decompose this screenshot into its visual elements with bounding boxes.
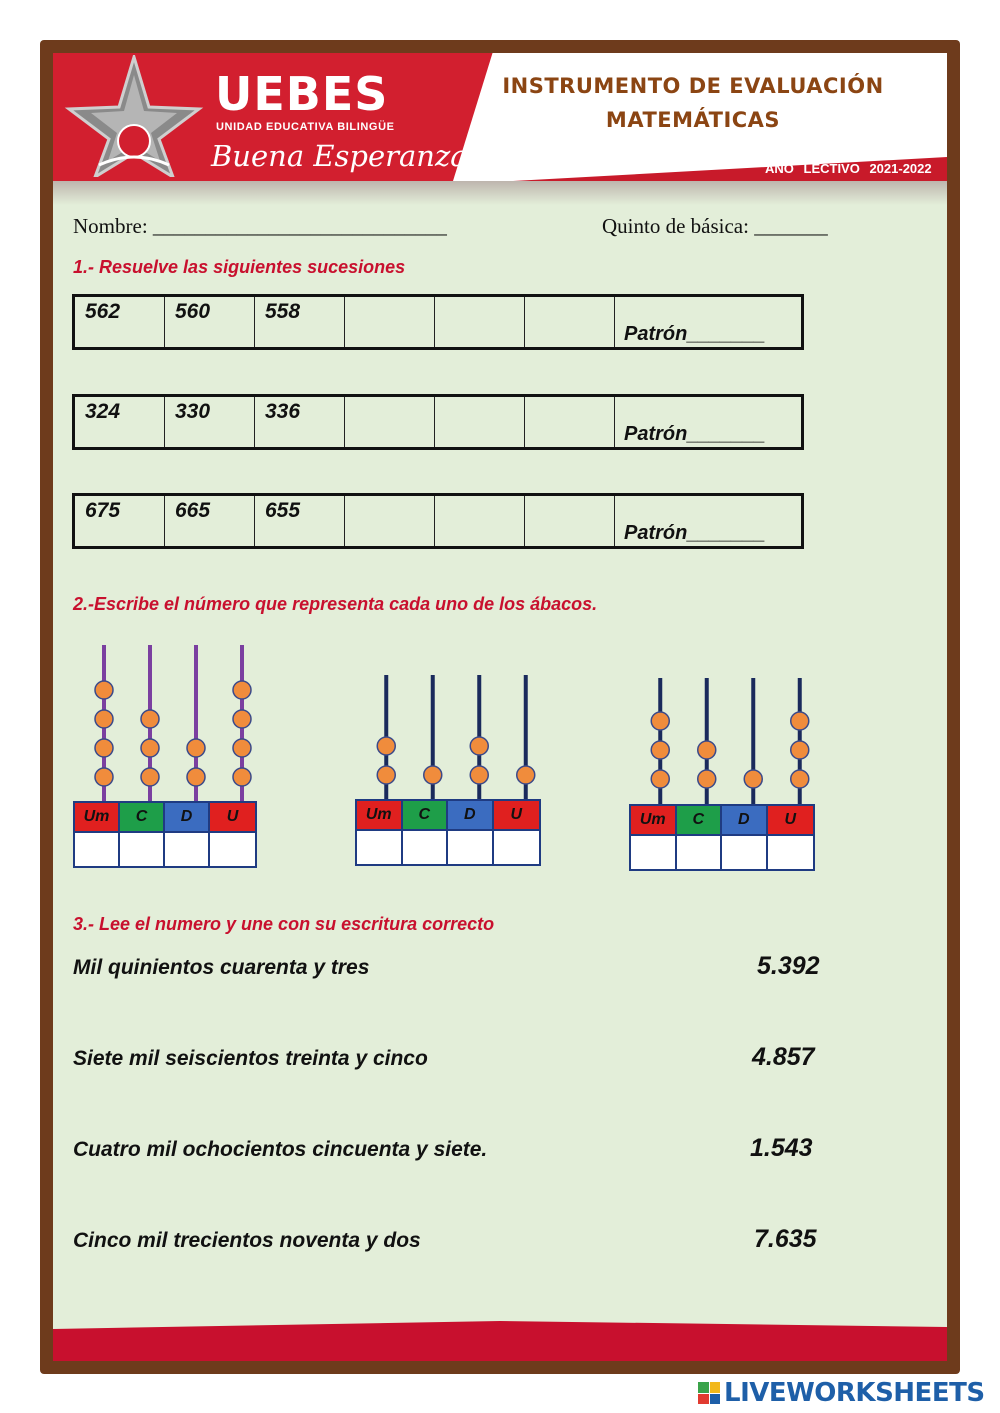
number-phrase[interactable]: Cuatro mil ochocientos cincuenta y siete. [73, 1138, 488, 1161]
abacus-rods [73, 643, 257, 805]
name-field[interactable]: Nombre: ____________________________ [73, 214, 447, 238]
abacus-bead [141, 739, 159, 757]
abacus-answer-cell[interactable] [494, 831, 540, 864]
liveworksheets-watermark [698, 1378, 985, 1408]
abacus-label: D [165, 803, 210, 833]
section3-heading: 3.- Lee el numero y une con su escritura correcto [73, 914, 495, 934]
sequence-cell [255, 397, 345, 447]
abacus-bead [791, 712, 809, 730]
abacus-table [629, 804, 815, 871]
sequence-answer-cell[interactable] [435, 496, 525, 546]
sequence-row [72, 394, 804, 450]
sequence-value: 655 [265, 499, 301, 522]
abacus [73, 643, 257, 871]
abacus-answer-cell[interactable] [357, 831, 403, 864]
sequence-cell [165, 297, 255, 347]
abacus-bead [187, 768, 205, 786]
pattern-cell[interactable] [615, 496, 801, 546]
sequence-answer-cell[interactable] [525, 397, 615, 447]
abacus-answer-cell[interactable] [403, 831, 449, 864]
abacus-bead [377, 737, 395, 755]
sequence-answer-cell[interactable] [525, 496, 615, 546]
section2-heading: 2.-Escribe el número que representa cada uno de los ábacos. [73, 594, 598, 614]
sequence-answer-cell[interactable] [345, 297, 435, 347]
sequence-cell [255, 297, 345, 347]
abacus-bead [517, 766, 535, 784]
abacus-label: Um [631, 806, 677, 836]
abacus-rods [355, 673, 541, 803]
abacus-answer-cell[interactable] [120, 833, 165, 866]
pattern-cell[interactable] [615, 297, 801, 347]
footer-banner [53, 1321, 947, 1361]
abacus-bead [141, 710, 159, 728]
number-option[interactable]: 7.635 [754, 1225, 817, 1253]
abacus-bead [233, 768, 251, 786]
sequence-value: 336 [265, 400, 301, 423]
sequence-cell [75, 496, 165, 546]
pattern-label: Patrón_______ [624, 522, 766, 544]
abacus [629, 676, 815, 873]
abacus-bead [377, 766, 395, 784]
school-script-name: Buena Esperanza [211, 139, 468, 173]
sequence-cell [75, 397, 165, 447]
liveworksheets-text: LIVEWORKSHEETS [724, 1378, 985, 1408]
abacus-bead [95, 768, 113, 786]
sequence-value: 665 [175, 499, 211, 522]
liveworksheets-icon [698, 1382, 720, 1404]
abacus-answer-cell[interactable] [768, 836, 814, 869]
abacus-bead [95, 710, 113, 728]
number-phrase[interactable]: Siete mil seiscientos treinta y cinco [73, 1047, 428, 1070]
abacus-bead [791, 741, 809, 759]
sequence-value: 560 [175, 300, 211, 323]
pattern-label: Patrón_______ [624, 423, 766, 445]
sequence-value: 330 [175, 400, 211, 423]
abacus-answer-cell[interactable] [448, 831, 494, 864]
abacus-answer-cell[interactable] [631, 836, 677, 869]
sequence-answer-cell[interactable] [525, 297, 615, 347]
section1-heading: 1.- Resuelve las siguientes sucesiones [73, 257, 406, 277]
abacus-bead [424, 766, 442, 784]
abacus-rods [629, 676, 815, 807]
worksheet [53, 53, 947, 1361]
abacus-label: C [403, 801, 449, 831]
sequence-cell [75, 297, 165, 347]
school-year: AÑO LECTIVO 2021-2022 [765, 161, 932, 176]
abacus-bead [470, 766, 488, 784]
number-option[interactable]: 5.392 [757, 952, 820, 980]
number-phrase[interactable]: Mil quinientos cuarenta y tres [73, 956, 370, 979]
abacus-label: U [494, 801, 540, 831]
sequence-value: 324 [85, 400, 121, 423]
abacus-label: C [120, 803, 165, 833]
sequence-value: 675 [85, 499, 121, 522]
number-option[interactable]: 1.543 [750, 1134, 813, 1162]
abacus-bead [233, 681, 251, 699]
abacus-bead [233, 710, 251, 728]
sequence-answer-cell[interactable] [435, 397, 525, 447]
abacus-label: Um [357, 801, 403, 831]
abacus-bead [470, 737, 488, 755]
school-logo-icon [59, 55, 209, 177]
abacus-label: D [448, 801, 494, 831]
abacus-bead [698, 770, 716, 788]
sequence-cell [165, 496, 255, 546]
sequence-row [72, 493, 804, 549]
school-brand: UEBES [215, 67, 389, 121]
abacus-bead [95, 681, 113, 699]
abacus-label: D [722, 806, 768, 836]
abacus-label: U [210, 803, 255, 833]
grade-field[interactable]: Quinto de básica: _______ [602, 214, 828, 238]
sequence-cell [165, 397, 255, 447]
abacus [355, 673, 541, 869]
number-phrase[interactable]: Cinco mil trecientos noventa y dos [73, 1229, 421, 1252]
abacus-bead [698, 741, 716, 759]
abacus-table [355, 799, 541, 866]
abacus-bead [651, 741, 669, 759]
sequence-cell [255, 496, 345, 546]
abacus-answer-cell[interactable] [75, 833, 120, 866]
document-title [493, 69, 893, 137]
abacus-label: U [768, 806, 814, 836]
sequence-answer-cell[interactable] [345, 397, 435, 447]
sequence-row [72, 294, 804, 350]
abacus-answer-cell[interactable] [722, 836, 768, 869]
sequence-answer-cell[interactable] [435, 297, 525, 347]
pattern-label: Patrón_______ [624, 323, 766, 345]
abacus-bead [95, 739, 113, 757]
number-option[interactable]: 4.857 [752, 1043, 815, 1071]
abacus-bead [141, 768, 159, 786]
abacus-bead [651, 712, 669, 730]
pattern-cell[interactable] [615, 397, 801, 447]
abacus-answer-cell[interactable] [165, 833, 210, 866]
abacus-answer-cell[interactable] [677, 836, 723, 869]
sequence-answer-cell[interactable] [345, 496, 435, 546]
document-title-line1: INSTRUMENTO DE EVALUACIÓN [502, 74, 884, 98]
abacus-bead [791, 770, 809, 788]
school-subtitle: UNIDAD EDUCATIVA BILINGÜE [216, 121, 395, 133]
abacus-table [73, 801, 257, 868]
sequence-value: 562 [85, 300, 121, 323]
abacus-bead [651, 770, 669, 788]
document-title-line2: MATEMÁTICAS [605, 108, 781, 132]
sequence-value: 558 [265, 300, 301, 323]
abacus-bead [744, 770, 762, 788]
header-shadow [53, 181, 947, 205]
abacus-label: C [677, 806, 723, 836]
abacus-answer-cell[interactable] [210, 833, 255, 866]
abacus-label: Um [75, 803, 120, 833]
abacus-bead [233, 739, 251, 757]
abacus-bead [187, 739, 205, 757]
